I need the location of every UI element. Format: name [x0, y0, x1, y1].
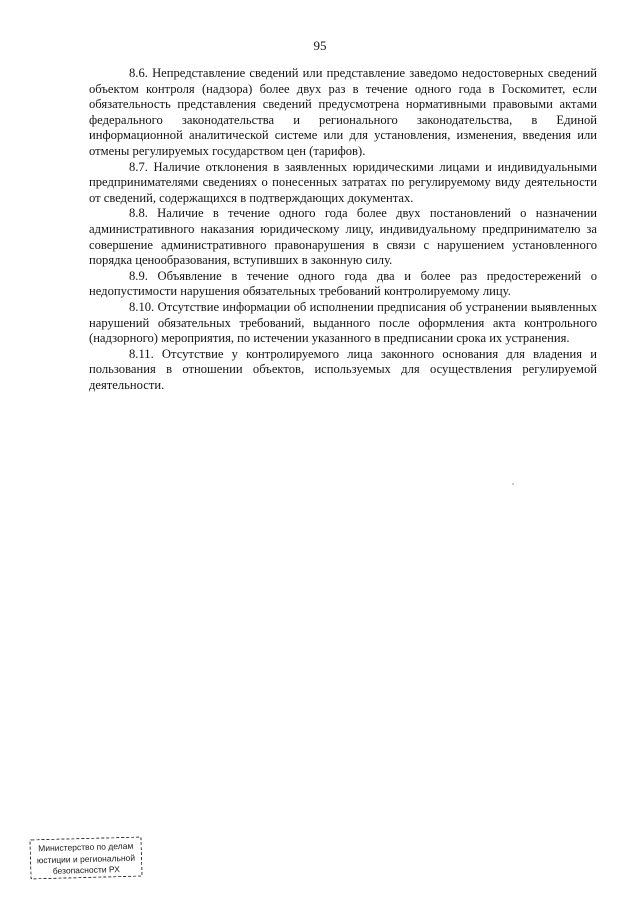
document-body	[89, 66, 597, 393]
stamp-line-2: юстиции и региональной	[36, 852, 136, 865]
ministry-stamp	[29, 837, 142, 880]
stamp-line-1: Министерство по делам	[38, 840, 134, 854]
paragraph-8-7: 8.7. Наличие отклонения в заявленных юридическими лицами и индивидуальными предпринимателями сведениях о понесенных затратах по регулируемому виду деятельности от сведений, содержащихся в подтверждающих документах.	[89, 159, 597, 205]
paragraph-8-6: 8.6. Непредставление сведений или представление заведомо недостоверных сведений объектом контроля (надзора) более двух раз в течение одного года в Госкомитет, если обязательность представления сведений предусмотрена нормативными правовыми актами федерального законодательства и регионального законодательства, в Единой информационной аналитической системе или для установления, изменения, введения или отмены регулируемых государством цен (тарифов).	[89, 66, 597, 158]
scan-speck	[512, 483, 514, 485]
stamp-line-3: безопасности РХ	[52, 864, 120, 876]
paragraph-8-9: 8.9. Объявление в течение одного года два и более раз предостережений о недопустимости нарушения обязательных требований контролируемому лицу.	[89, 268, 597, 299]
paragraph-8-8: 8.8. Наличие в течение одного года более двух постановлений о назначении административного наказания юридическому лицу, индивидуальному предпринимателю за совершение административного правонарушения в связи с нарушением установленного порядка ценообразования, вступивших в законную силу.	[89, 206, 597, 268]
page-number: 95	[313, 38, 327, 53]
paragraph-8-10: 8.10. Отсутствие информации об исполнении предписания об устранении выявленных нарушений обязательных требований, выданного после оформления акта контрольного (надзорного) мероприятия, по истечении указанного в предписании срока их устранения.	[89, 299, 597, 346]
paragraph-8-11: 8.11. Отсутствие у контролируемого лица законного основания для владения и пользования в отношении объектов, используемых для осуществления регулируемой деятельности.	[89, 346, 597, 392]
